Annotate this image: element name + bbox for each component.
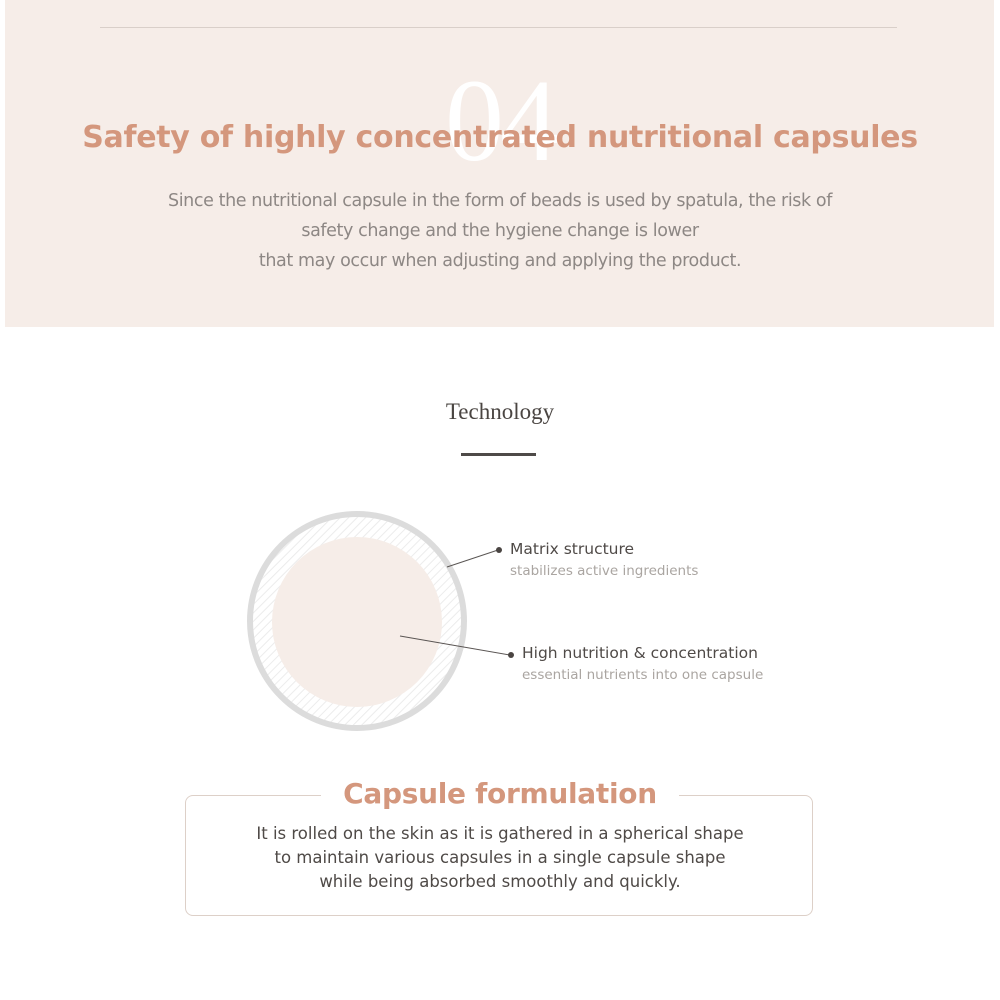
callout-title-nutrition: High nutrition & concentration [522,644,758,662]
callout-title-matrix: Matrix structure [510,540,635,558]
card-body [0,822,1000,894]
callout-subtitle-nutrition: essential nutrients into one capsule [522,667,764,683]
description-line: Since the nutritional capsule in the form of beads is used by spatula, the risk of [168,191,832,211]
card-title: Capsule formulation [321,773,679,815]
description-line: that may occur when adjusting and applying the product. [258,251,742,271]
card-title-wrap [0,773,1000,815]
description-line: safety change and the hygiene change is lower [301,221,699,241]
card-body-line: while being absorbed smoothly and quickly. [319,872,681,891]
card-body-line: It is rolled on the skin as it is gathered in a spherical shape [256,824,744,843]
callout-dot-matrix [496,547,502,553]
section-number: 04 [445,55,555,186]
callout-dot-nutrition [508,652,514,658]
section-title: Safety of highly concentrated nutritional capsules [82,120,918,155]
technology-heading: Technology [445,399,555,424]
card-body-line: to maintain various capsules in a single capsule shape [274,848,726,867]
callout-subtitle-matrix: stabilizes active ingredients [510,563,699,579]
capsule-core [272,537,442,707]
callout-leader-matrix [447,550,498,567]
